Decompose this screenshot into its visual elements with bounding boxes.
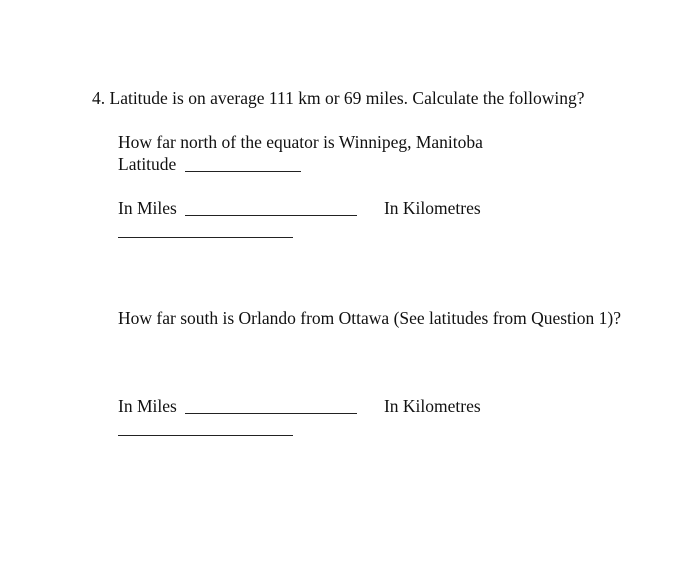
orlando-km-label: In Kilometres — [383, 396, 481, 416]
winnipeg-km-blank[interactable] — [118, 237, 293, 238]
winnipeg-miles-label: In Miles — [118, 198, 177, 218]
question-text: Latitude is on average 111 km or 69 miles. Calculate the following? — [109, 88, 585, 108]
winnipeg-miles-blank[interactable] — [185, 215, 357, 216]
question-number: 4. — [92, 88, 106, 108]
orlando-miles-blank[interactable] — [185, 413, 357, 414]
orlando-prompt: How far south is Orlando from Ottawa (See latitudes from Question 1)? — [118, 308, 622, 328]
latitude-answer-blank[interactable] — [185, 171, 301, 172]
orlando-distance-row — [118, 396, 481, 416]
question-heading — [92, 88, 584, 108]
latitude-label: Latitude — [118, 154, 177, 174]
winnipeg-distance-row — [118, 198, 481, 218]
latitude-row — [118, 154, 301, 174]
orlando-km-blank-row — [118, 418, 293, 438]
orlando-km-blank[interactable] — [118, 435, 293, 436]
winnipeg-km-label: In Kilometres — [383, 198, 481, 218]
orlando-miles-label: In Miles — [118, 396, 177, 416]
winnipeg-prompt: How far north of the equator is Winnipeg, Manitoba — [118, 132, 483, 152]
winnipeg-km-blank-row — [118, 220, 293, 240]
